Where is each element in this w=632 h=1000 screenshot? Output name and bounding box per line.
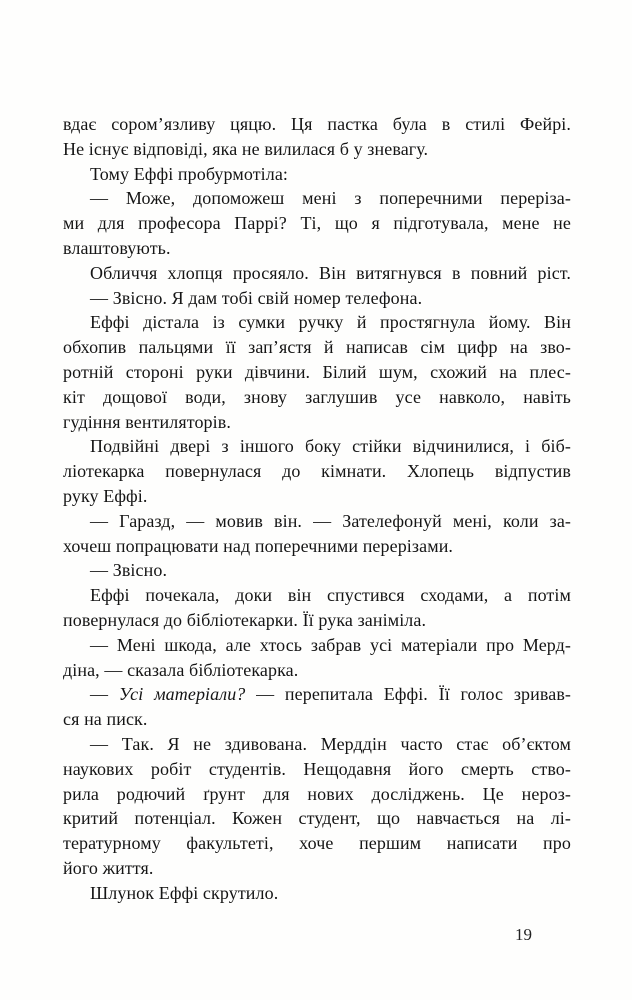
text-line [63,112,571,137]
text-segment: наукових робіт студентів. Нещодавня його смерть ство- [63,758,571,779]
italic-text: Усі матеріали? [118,684,246,705]
text-segment: — перепитала Еффі. Її голос зривав- [245,684,572,705]
text-line [63,757,571,782]
text-line [63,782,571,807]
text-line [63,707,571,732]
text-line [63,286,571,311]
text-line [63,484,571,509]
text-line [63,608,571,633]
text-line [63,732,571,757]
text-segment: Еффі почекала, доки він спустився сходами, а потім [90,585,571,606]
text-segment: — Мені шкода, але хтось забрав усі матеріали про Мерд- [90,634,571,655]
text-segment: обхопив пальцями її зап’ястя й написав сім цифр на зво- [63,337,571,358]
text-segment: — [90,684,119,705]
page-number: 19 [515,925,532,944]
text-segment: гудіння вентиляторів. [63,411,231,432]
text-segment: ми для професора Паррі? Ті, що я підготувала, мене не [63,213,571,234]
text-line [63,583,571,608]
text-segment: — Гаразд, — мовив він. — Зателефонуй мені, коли за- [90,510,571,531]
text-segment: хочеш попрацювати над поперечними перерізами. [63,535,454,556]
text-segment: — Звісно. Я дам тобі свій номер телефона. [90,287,423,308]
text-segment: — Може, допоможеш мені з поперечними переріза- [90,188,571,209]
text-line [63,335,571,360]
text-segment: ся на писк. [63,709,148,730]
text-segment: критий потенціал. Кожен студент, що навчається на лі- [63,808,571,829]
text-line [63,831,571,856]
text-line [63,633,571,658]
text-segment: Подвійні двері з іншого боку стійки відчинилися, і біб- [90,436,571,457]
text-segment: Еффі дістала із сумки ручку й простягнула йому. Він [90,312,571,333]
text-line [63,261,571,286]
text-line [63,310,571,335]
text-line [63,137,571,162]
text-segment: вдає сором’язливу цяцю. Ця пастка була в стилі Фейрі. [63,114,571,134]
text-line [63,658,571,683]
text-segment: — Так. Я не здивована. Мерддін часто стає об’єктом [90,733,571,754]
text-line [63,360,571,385]
text-line [63,509,571,534]
text-segment: ротній стороні руки дівчини. Білий шум, схожий на плес- [63,361,571,382]
text-line [63,459,571,484]
text-line [63,881,571,906]
text-segment: рила родючий ґрунт для нових досліджень. Це нероз- [63,783,571,804]
text-line [63,534,571,559]
text-line [63,236,571,261]
text-segment: діна, — сказала бібліотекарка. [63,659,299,680]
text-line [63,558,571,583]
text-segment: руку Еффі. [63,485,148,506]
text-segment: Тому Еффі пробурмотіла: [90,163,289,184]
text-line [63,856,571,881]
text-segment: тературному факультеті, хоче першим написати про [63,833,571,854]
text-segment: ліотекарка повернулася до кімнати. Хлопець відпустив [63,461,571,482]
text-line [63,410,571,435]
text-segment: Обличчя хлопця просяяло. Він витягнувся в повний ріст. [90,262,571,283]
text-line [63,682,571,707]
text-segment: влаштовують. [63,237,171,258]
text-line [63,211,571,236]
body-text [63,112,571,906]
text-line [63,806,571,831]
text-line [63,385,571,410]
text-segment: повернулася до бібліотекарки. Її рука заніміла. [63,609,427,630]
text-segment: Не існує відповіді, яка не вилилася б у зневагу. [63,138,429,159]
text-segment: Шлунок Еффі скрутило. [90,882,279,903]
text-segment: — Звісно. [90,560,168,581]
text-segment: кіт дощової води, знову заглушив усе навколо, навіть [63,386,571,407]
text-segment: його життя. [63,857,154,878]
text-line [63,186,571,211]
text-line [63,162,571,187]
text-line [63,434,571,459]
